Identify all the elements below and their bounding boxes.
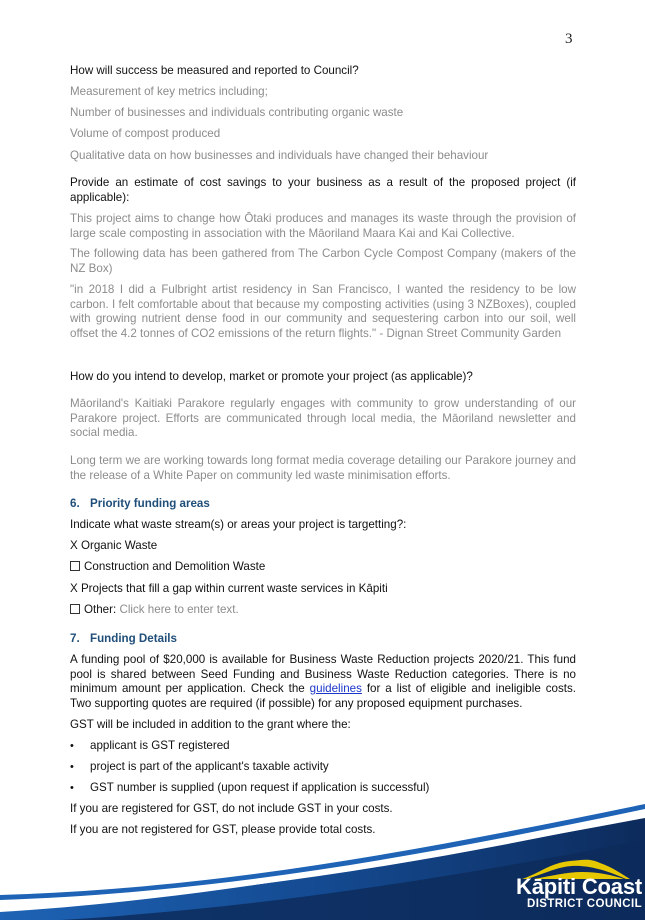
section-title: Funding Details <box>90 632 177 645</box>
list-item-text: GST number is supplied (upon request if application is successful) <box>90 781 430 794</box>
bullet-icon: • <box>70 740 74 752</box>
promote-paragraph: Māoriland's Kaitiaki Parakore regularly engages with community to grow understanding of our Parakore project. Efforts are communicated through local media, the Māoriland newsletter and social media. <box>70 397 576 440</box>
checkbox-icon[interactable] <box>70 561 80 571</box>
section-6-question: Indicate what waste stream(s) or areas your project is targetting?: <box>70 518 407 531</box>
success-line: Number of businesses and individuals contributing organic waste <box>70 106 404 119</box>
section-title: Priority funding areas <box>90 497 210 510</box>
logo-subtitle: DISTRICT COUNCIL <box>526 898 642 910</box>
promote-question: How do you intend to develop, market or promote your project (as applicable)? <box>70 370 473 383</box>
funding-text: A funding pool of $20,000 is available for Business Waste Reduction projects 2020/21. This fund pool is shared between Seed Funding and Business Waste Reduction categories. There is no minimum amount per application. Check the <box>70 653 576 696</box>
success-line: Volume of compost produced <box>70 127 221 140</box>
other-text-field[interactable]: Click here to enter text. <box>119 603 239 616</box>
bullet-icon: • <box>70 782 74 794</box>
funding-text: for a list of eligible and ineligible costs. Two supporting quotes are required (if possible) for any proposed equipment purchases. <box>70 682 576 710</box>
section-6-heading <box>70 497 576 512</box>
promote-paragraph: Long term we are working towards long format media coverage detailing our Parakore journey and the release of a White Paper on community led waste minimisation efforts. <box>70 454 576 482</box>
option-other[interactable] <box>70 603 576 618</box>
list-item-text: project is part of the applicant's taxable activity <box>90 760 329 773</box>
savings-quote: "in 2018 I did a Fulbright artist residency in San Francisco, I wanted the residency to be low carbon. I felt comfortable about that because my composting activities (using 3 NZBoxes), coupled with growing nutrient dense food in our community and sequestering carbon into our soil, well offset the 4.2 tonnes of CO2 emissions of the return flights." - Dignan Street Community Garden <box>70 283 576 340</box>
section-7-heading <box>70 632 576 647</box>
funding-paragraph <box>70 653 576 711</box>
option-organic-waste: X Organic Waste <box>70 539 158 552</box>
page-number: 3 <box>565 31 573 47</box>
gst-registered-note: If you are registered for GST, do not include GST in your costs. <box>70 802 393 815</box>
option-label: Other: <box>84 603 117 616</box>
guidelines-link[interactable]: guidelines <box>309 682 362 696</box>
success-question: How will success be measured and reported to Council? <box>70 64 359 77</box>
savings-paragraph: This project aims to change how Ōtaki produces and manages its waste through the provision of large scale composting in association with the Māoriland Maara Kai and Kai Collective. <box>70 212 576 240</box>
gst-intro: GST will be included in addition to the grant where the: <box>70 718 351 731</box>
section-number: 6. <box>70 497 80 510</box>
section-number: 7. <box>70 632 80 645</box>
council-logo <box>500 876 642 911</box>
checkbox-icon[interactable] <box>70 604 80 614</box>
option-construction[interactable] <box>70 560 576 575</box>
savings-paragraph: The following data has been gathered from The Carbon Cycle Compost Company (makers of the NZ Box) <box>70 247 576 275</box>
logo-name: Kāpiti Coast <box>516 874 642 899</box>
savings-question: Provide an estimate of cost savings to your business as a result of the proposed project (if applicable): <box>70 176 576 204</box>
option-label: Construction and Demolition Waste <box>84 560 266 573</box>
gst-not-registered-note: If you are not registered for GST, please provide total costs. <box>70 823 376 836</box>
success-line: Qualitative data on how businesses and individuals have changed their behaviour <box>70 149 489 162</box>
bullet-icon: • <box>70 761 74 773</box>
success-line: Measurement of key metrics including; <box>70 85 268 98</box>
list-item-text: applicant is GST registered <box>90 739 230 752</box>
option-fill-gap: X Projects that fill a gap within current waste services in Kāpiti <box>70 582 388 595</box>
